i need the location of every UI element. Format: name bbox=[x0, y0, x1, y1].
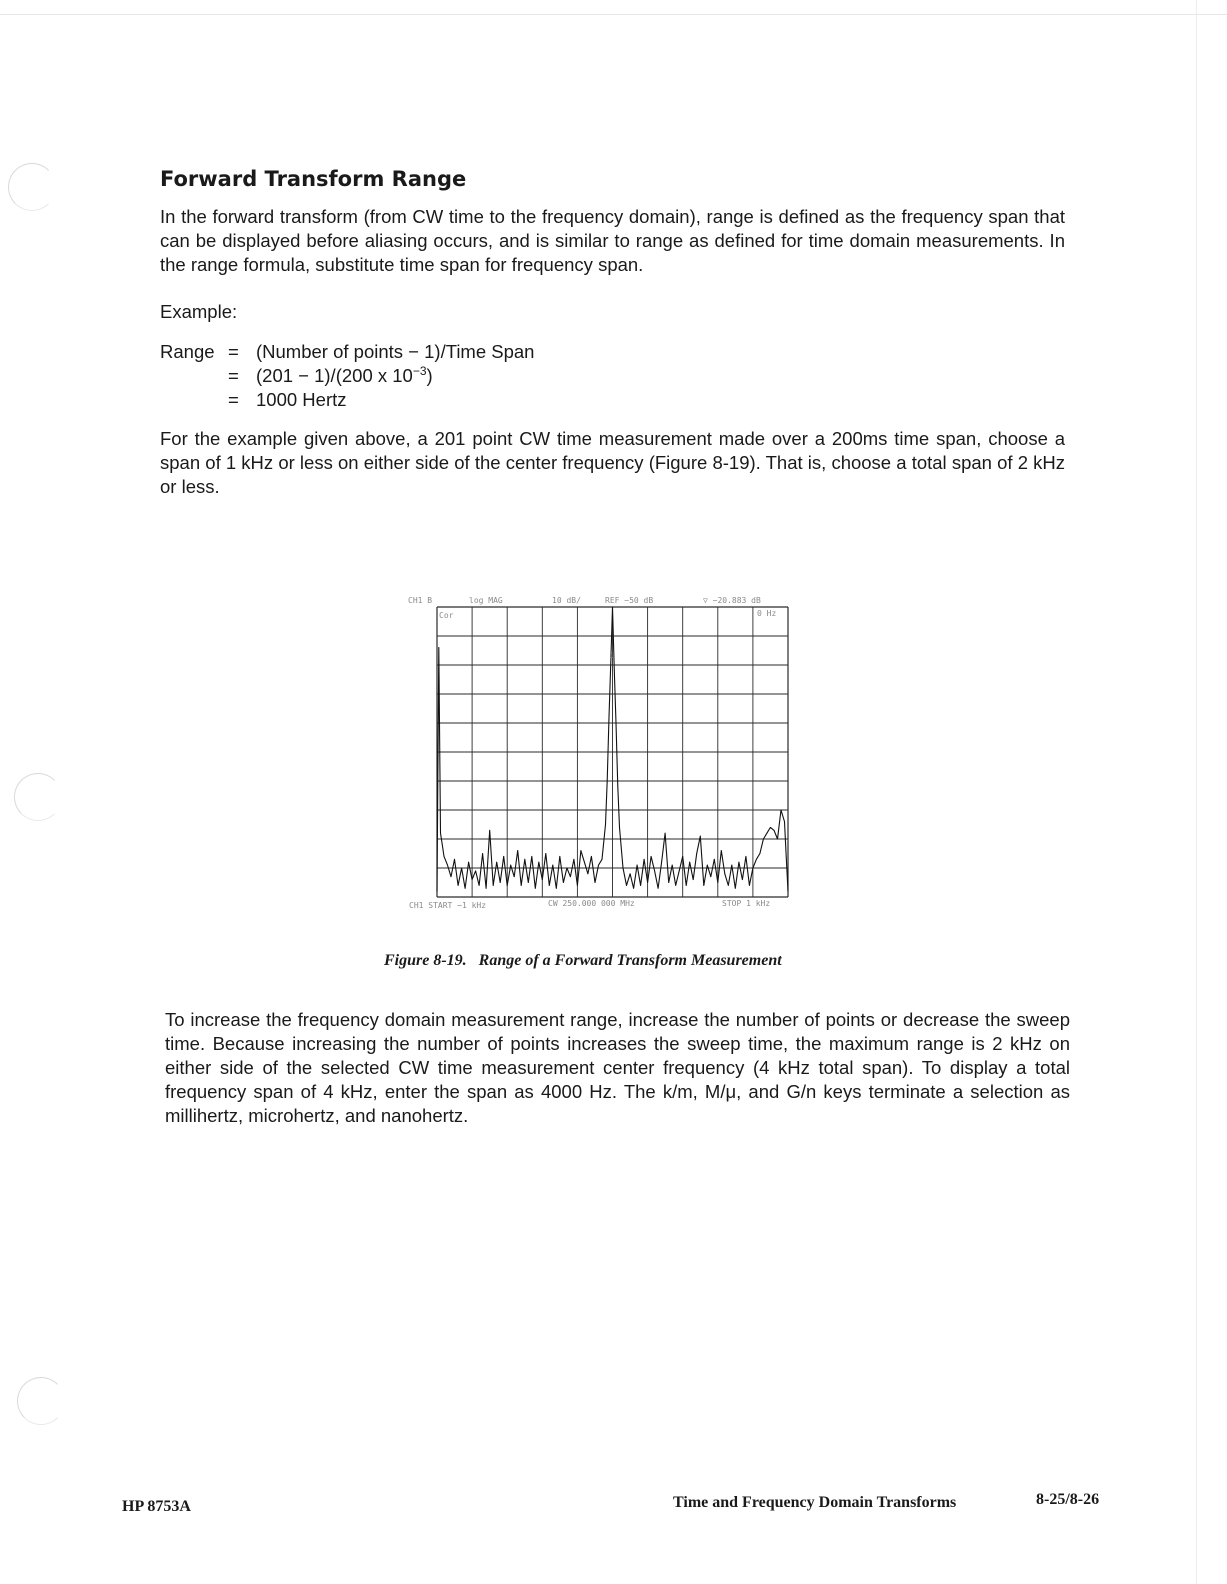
page-edge-line bbox=[1196, 0, 1197, 1584]
chart-data-point bbox=[559, 856, 560, 857]
formula-equals: = bbox=[228, 389, 239, 410]
chart-data-point bbox=[595, 882, 596, 883]
chart-data-point bbox=[746, 856, 747, 857]
chart-data-point bbox=[777, 839, 778, 840]
chart-data-point bbox=[710, 876, 711, 877]
chart-data-point bbox=[514, 876, 515, 877]
chart-data-point bbox=[602, 859, 603, 860]
scan-edge-line bbox=[0, 14, 1227, 15]
chart-data-point bbox=[714, 859, 715, 860]
chart-data-point bbox=[654, 871, 655, 872]
chart-data-point bbox=[479, 885, 480, 886]
chart-data-point bbox=[503, 856, 504, 857]
chart-data-point bbox=[542, 879, 543, 880]
chart-data-point bbox=[788, 891, 789, 892]
chart-data-point bbox=[700, 836, 701, 837]
chart-header-format: log MAG bbox=[469, 596, 503, 605]
chart-data-point bbox=[693, 879, 694, 880]
chart-data-point bbox=[524, 859, 525, 860]
chart-data-point bbox=[661, 862, 662, 863]
chart-data-point bbox=[731, 865, 732, 866]
chart-data-point bbox=[588, 873, 589, 874]
chart-data-point bbox=[630, 873, 631, 874]
chart-data-point bbox=[612, 607, 613, 608]
chart-data-point bbox=[753, 868, 754, 869]
chart-data-point bbox=[438, 647, 439, 648]
chart-header-reference: REF −50 dB bbox=[605, 596, 654, 605]
chart-data-point bbox=[482, 853, 483, 854]
closing-paragraph: To increase the frequency domain measurement range, increase the number of points or decrease the sweep time. Because increasing the number of points increases the sweep time, the maximum range is 2 kHz on either side of the selected CW time measurement center frequency (4 kHz total span). To display a total frequency span of 4 kHz, enter the span as 4000 Hz. The k/m, M/μ, and G/n keys terminate a selection as millihertz, microhertz, and nanohertz. bbox=[165, 1009, 1070, 1126]
chart-data-point bbox=[510, 865, 511, 866]
example-explanation-paragraph: For the example given above, a 201 point CW time measurement made over a 200ms time span, choose a span of 1 kHz or less on either side of the center frequency (Figure 8-19). That is, choose a total span of 2 kHz or less. bbox=[160, 428, 1065, 497]
forward-transform-chart bbox=[405, 592, 795, 912]
chart-data-point bbox=[591, 856, 592, 857]
formula-equals: = bbox=[228, 365, 239, 386]
example-label: Example: bbox=[160, 301, 238, 322]
chart-data-point bbox=[570, 876, 571, 877]
chart-data-point bbox=[584, 862, 585, 863]
chart-data-point bbox=[549, 885, 550, 886]
chart-data-point bbox=[444, 856, 445, 857]
chart-data-point bbox=[728, 885, 729, 886]
chart-data-point bbox=[760, 853, 761, 854]
chart-data-point bbox=[781, 810, 782, 811]
chart-data-point bbox=[545, 853, 546, 854]
chart-header-channel: CH1 B bbox=[408, 596, 433, 605]
chart-data-point bbox=[619, 827, 620, 828]
chart-data-point bbox=[696, 853, 697, 854]
chart-data-point bbox=[535, 888, 536, 889]
footer-chapter-title: Time and Frequency Domain Transforms bbox=[673, 1494, 957, 1511]
chart-data-point bbox=[609, 717, 610, 718]
chart-data-point bbox=[496, 862, 497, 863]
punch-hole-top bbox=[8, 163, 56, 211]
chart-data-point bbox=[610, 665, 611, 666]
chart-data-point bbox=[682, 856, 683, 857]
chart-data-point bbox=[442, 844, 443, 845]
chart-data-point bbox=[581, 850, 582, 851]
chart-data-point bbox=[665, 833, 666, 834]
chart-data-point bbox=[521, 885, 522, 886]
chart-data-point bbox=[556, 888, 557, 889]
punch-hole-bottom bbox=[17, 1377, 65, 1425]
figure-caption-number: Figure 8-19. bbox=[384, 952, 467, 969]
chart-data-point bbox=[486, 888, 487, 889]
chart-data-point bbox=[614, 670, 615, 671]
chart-data-point bbox=[774, 830, 775, 831]
chart-data-point bbox=[686, 885, 687, 886]
chart-data-point bbox=[767, 833, 768, 834]
formula-exponent: −3 bbox=[412, 364, 427, 378]
chart-data-point bbox=[574, 859, 575, 860]
chart-data-point bbox=[489, 830, 490, 831]
chart-data-point bbox=[437, 891, 438, 892]
chart-data-point bbox=[658, 888, 659, 889]
chart-data-point bbox=[517, 850, 518, 851]
chart-data-point bbox=[637, 865, 638, 866]
chart-header-scale: 10 dB/ bbox=[552, 596, 581, 605]
chart-data-point bbox=[552, 865, 553, 866]
chart-data-point bbox=[742, 879, 743, 880]
figure-caption bbox=[384, 952, 782, 970]
chart-marker-label: 1 bbox=[609, 651, 614, 660]
formula-line-2-close: ) bbox=[426, 365, 433, 386]
chart-data-point bbox=[763, 839, 764, 840]
chart-data-point bbox=[607, 781, 608, 782]
chart-data-point bbox=[703, 885, 704, 886]
chart-data-point bbox=[465, 888, 466, 889]
chart-marker-stimulus: 0 Hz bbox=[757, 609, 777, 618]
chart-data-point bbox=[528, 882, 529, 883]
chart-data-point bbox=[626, 885, 627, 886]
section-heading: Forward Transform Range bbox=[160, 167, 467, 191]
chart-data-point bbox=[633, 888, 634, 889]
formula-line-3: 1000 Hertz bbox=[256, 389, 347, 410]
formula-row-2 bbox=[160, 364, 534, 388]
chart-data-point bbox=[786, 856, 787, 857]
chart-data-point bbox=[605, 824, 606, 825]
chart-data-point bbox=[717, 882, 718, 883]
chart-data-point bbox=[616, 723, 617, 724]
formula-line-2: (201 − 1)/(200 x 10 bbox=[256, 365, 413, 386]
range-formula bbox=[160, 340, 534, 412]
chart-data-point bbox=[451, 876, 452, 877]
formula-line-1: (Number of points − 1)/Time Span bbox=[256, 341, 535, 362]
formula-label: Range bbox=[160, 341, 215, 362]
footer-model: HP 8753A bbox=[122, 1498, 191, 1515]
chart-data-point bbox=[679, 871, 680, 872]
chart-data-point bbox=[756, 859, 757, 860]
footer-page-number: 8-25/8-26 bbox=[1036, 1491, 1100, 1508]
chart-data-point bbox=[724, 873, 725, 874]
chart-data-point bbox=[735, 888, 736, 889]
chart-data-point bbox=[668, 882, 669, 883]
formula-equals: = bbox=[228, 341, 239, 362]
chart-data-point bbox=[493, 885, 494, 886]
chart-data-point bbox=[440, 833, 441, 834]
chart-data-point bbox=[651, 856, 652, 857]
chart-status-label: Cor bbox=[439, 611, 454, 620]
chart-data-point bbox=[647, 882, 648, 883]
chart-data-point bbox=[563, 882, 564, 883]
chart-data-point bbox=[500, 882, 501, 883]
intro-paragraph: In the forward transform (from CW time to the frequency domain), range is defined as the frequency span that can be displayed before aliasing occurs, and is similar to range as defined for time domain measurements. In the range formula, substitute time span for frequency span. bbox=[160, 206, 1065, 275]
chart-data-point bbox=[468, 862, 469, 863]
chart-data-point bbox=[749, 885, 750, 886]
chart-data-point bbox=[454, 859, 455, 860]
chart-data-point bbox=[644, 859, 645, 860]
chart-header-marker: ▽ −20.883 dB bbox=[703, 596, 761, 605]
formula-row-3 bbox=[160, 388, 534, 412]
formula-row-1 bbox=[160, 340, 534, 364]
chart-data-point bbox=[598, 865, 599, 866]
chart-data-point bbox=[675, 885, 676, 886]
chart-data-point bbox=[567, 868, 568, 869]
chart-footer-start: CH1 START −1 kHz bbox=[409, 901, 487, 910]
chart-data-point bbox=[721, 850, 722, 851]
chart-data-point bbox=[447, 865, 448, 866]
chart-data-point bbox=[784, 821, 785, 822]
chart-footer-stop: STOP 1 kHz bbox=[722, 899, 771, 908]
chart-data-point bbox=[475, 871, 476, 872]
chart-data-point bbox=[461, 868, 462, 869]
chart-data-point bbox=[577, 885, 578, 886]
chart-data-point bbox=[707, 865, 708, 866]
chart-data-point bbox=[617, 786, 618, 787]
chart-data-point bbox=[672, 865, 673, 866]
chart-data-point bbox=[507, 885, 508, 886]
chart-data-point bbox=[538, 862, 539, 863]
chart-data-point bbox=[531, 856, 532, 857]
punch-hole-middle bbox=[14, 773, 62, 821]
chart-data-point bbox=[739, 862, 740, 863]
chart-data-point bbox=[689, 862, 690, 863]
chart-data-point bbox=[640, 885, 641, 886]
chart-data-point bbox=[770, 827, 771, 828]
chart-data-point bbox=[472, 879, 473, 880]
chart-footer-center: CW 250.000 000 MHz bbox=[548, 899, 635, 908]
figure-caption-text: Range of a Forward Transform Measurement bbox=[478, 952, 782, 969]
figure-8-19 bbox=[405, 592, 795, 912]
chart-data-point bbox=[623, 868, 624, 869]
chart-data-point bbox=[458, 885, 459, 886]
